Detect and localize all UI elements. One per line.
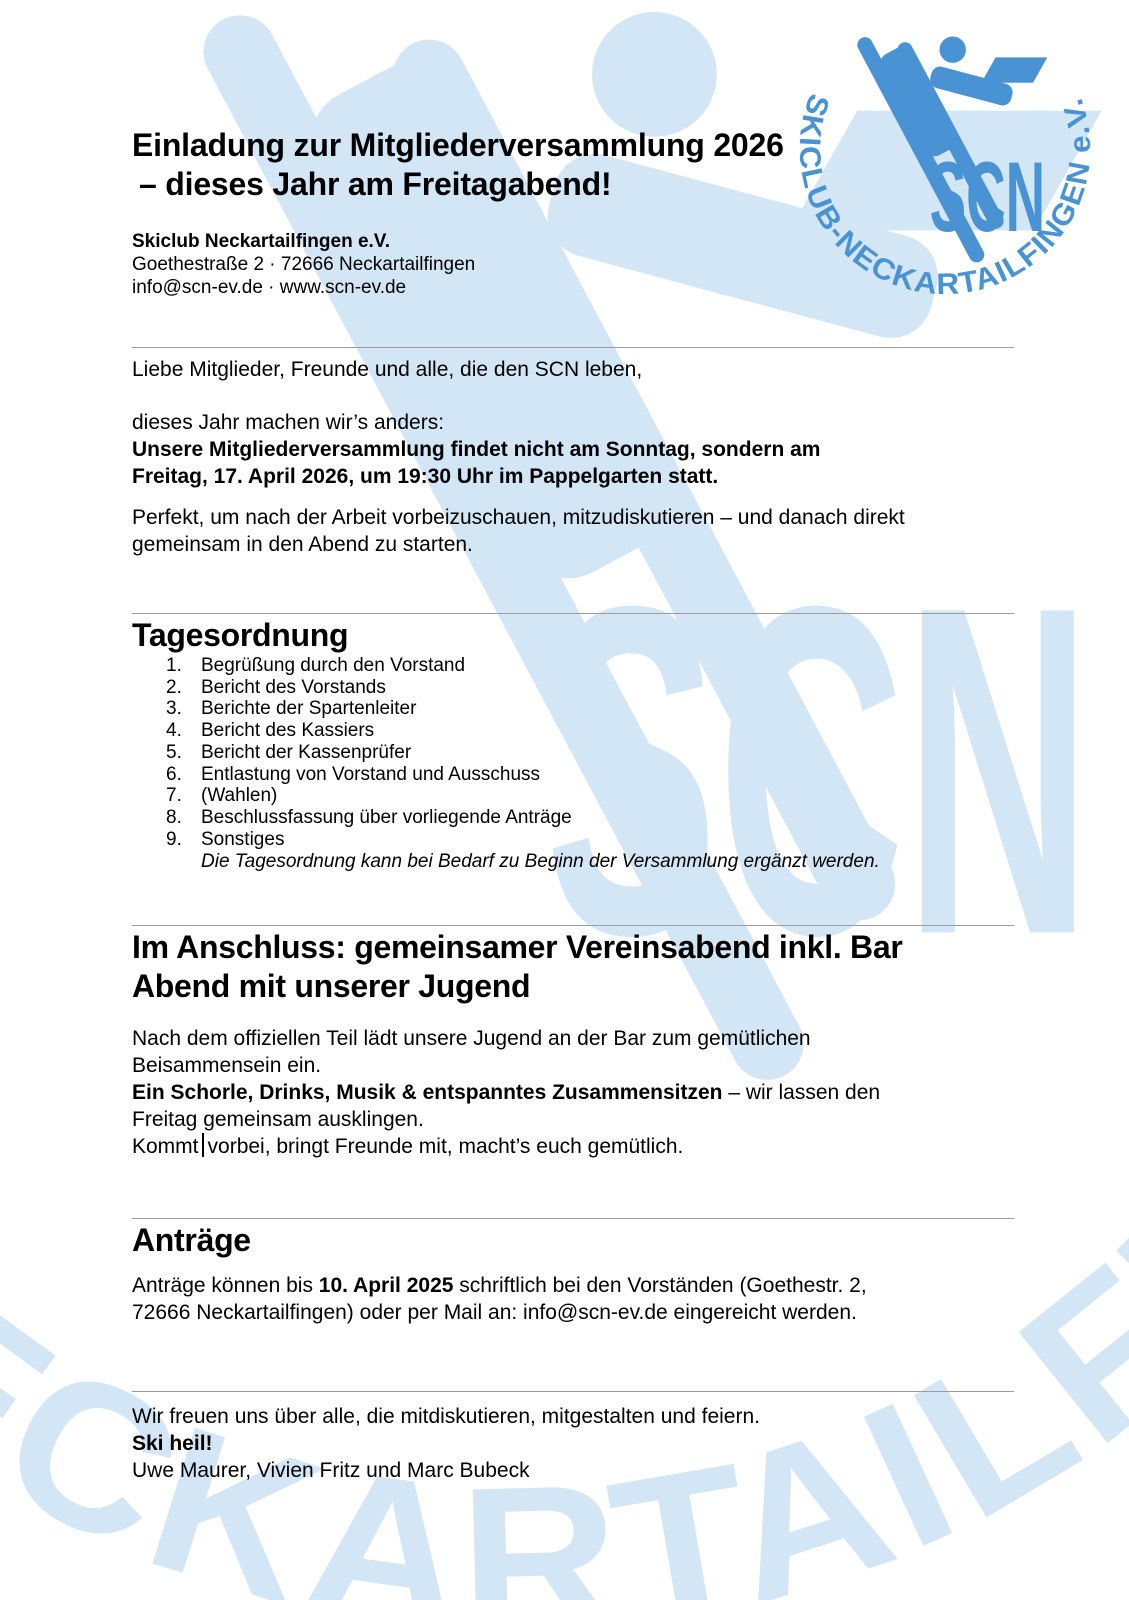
- agenda-list[interactable]: [132, 655, 1014, 850]
- divider: [132, 925, 1014, 926]
- agenda-item[interactable]: Bericht des Vorstands: [201, 676, 386, 698]
- evening-heading-line-2: Abend mit unserer Jugend: [132, 968, 531, 1005]
- divider: [132, 347, 1014, 348]
- closing-paragraph[interactable]: [132, 1403, 1014, 1484]
- perfekt-line-2: gemeinsam in den Abend zu starten.: [132, 533, 473, 556]
- agenda-item[interactable]: Sonstiges: [201, 828, 285, 850]
- intro-line: dieses Jahr machen wir’s anders:: [132, 411, 445, 434]
- motions-paragraph[interactable]: [132, 1272, 1014, 1326]
- agenda-item[interactable]: Begrüßung durch den Vorstand: [201, 655, 466, 676]
- perfekt-line-1: Perfekt, um nach der Arbeit vorbeizuschauen, mitzudiskutieren – und danach direkt: [132, 506, 905, 529]
- text-cursor: [202, 1133, 204, 1157]
- evening-bold-phrase: Ein Schorle, Drinks, Musik & entspanntes Zusammensitzen: [132, 1081, 723, 1105]
- motions-line-2: 72666 Neckartailfingen) oder per Mail an: info@scn-ev.de eingereicht werden.: [132, 1301, 857, 1325]
- agenda-item[interactable]: Entlastung von Vorstand und Ausschuss: [201, 763, 541, 785]
- evening-line-3-rest: – wir lassen den: [722, 1081, 881, 1105]
- closing-ski-heil: Ski heil!: [132, 1432, 213, 1456]
- title-line-2: – dieses Jahr am Freitagabend!: [139, 166, 612, 202]
- motions-line-1-start: Anträge können bis: [132, 1274, 319, 1298]
- evening-line-5-after-cursor: vorbei, bringt Freunde mit, macht’s euch gemütlich.: [207, 1135, 684, 1159]
- motions-line-1-end: schriftlich bei den Vorständen (Goethestr. 2,: [453, 1274, 867, 1298]
- sender-block[interactable]: [132, 230, 1014, 299]
- evening-line-1: Nach dem offiziellen Teil lädt unsere Jugend an der Bar zum gemütlichen: [132, 1027, 811, 1051]
- agenda-item[interactable]: Berichte der Spartenleiter: [201, 698, 417, 720]
- meeting-details-line-1: Unsere Mitgliederversammlung findet nicht am Sonntag, sondern am: [132, 438, 821, 461]
- divider: [132, 613, 1014, 614]
- sender-contact: info@scn-ev.de · www.scn-ev.de: [132, 277, 407, 298]
- title-line-1: Einladung zur Mitgliederversammlung 2026: [132, 127, 784, 163]
- agenda-item[interactable]: Bericht des Kassiers: [201, 720, 375, 742]
- evening-paragraph[interactable]: [132, 1025, 1014, 1160]
- evening-line-2: Beisammensein ein.: [132, 1054, 322, 1078]
- evening-line-4: Freitag gemeinsam ausklingen.: [132, 1108, 424, 1132]
- sender-name: Skiclub Neckartailfingen e.V.: [132, 231, 391, 252]
- evening-heading-line-1: Im Anschluss: gemeinsamer Vereinsabend inkl. Bar: [132, 929, 903, 966]
- agenda-item[interactable]: Bericht der Kassenprüfer: [201, 741, 412, 763]
- agenda-note[interactable]: Die Tagesordnung kann bei Bedarf zu Beginn der Versammlung ergänzt werden.: [201, 851, 880, 873]
- agenda-item[interactable]: Beschlussfassung über vorliegende Anträge: [201, 806, 572, 828]
- salutation[interactable]: Liebe Mitglieder, Freunde und alle, die den SCN leben,: [132, 358, 643, 381]
- divider: [132, 1218, 1014, 1219]
- intro-paragraph[interactable]: [132, 409, 1014, 490]
- meeting-details-line-2: Freitag, 17. April 2026, um 19:30 Uhr im Pappelgarten statt.: [132, 465, 719, 488]
- agenda-item[interactable]: (Wahlen): [201, 785, 278, 807]
- evening-heading[interactable]: [132, 928, 1014, 1006]
- motions-heading[interactable]: Anträge: [132, 1222, 251, 1259]
- sender-address: Goethestraße 2 · 72666 Neckartailfingen: [132, 254, 476, 275]
- divider: [132, 1391, 1014, 1392]
- evening-line-5-before-cursor: Kommt: [132, 1135, 199, 1159]
- motions-deadline: 10. April 2025: [318, 1274, 454, 1298]
- perfekt-paragraph[interactable]: [132, 504, 1014, 558]
- closing-line-1: Wir freuen uns über alle, die mitdiskutieren, mitgestalten und feiern.: [132, 1405, 760, 1429]
- page-title[interactable]: [132, 126, 1014, 204]
- agenda-heading[interactable]: Tagesordnung: [132, 617, 349, 653]
- closing-signatures: Uwe Maurer, Vivien Fritz und Marc Bubeck: [132, 1459, 530, 1483]
